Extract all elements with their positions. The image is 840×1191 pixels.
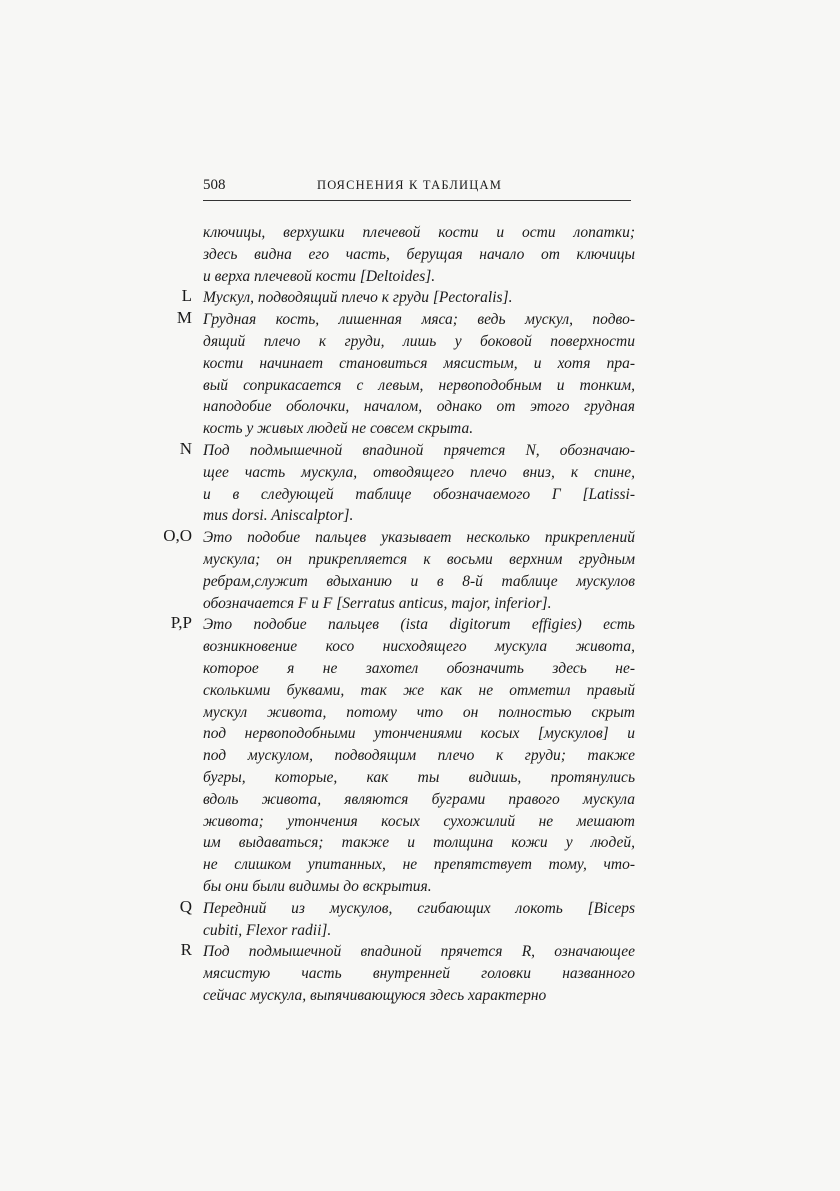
text-line: Грудная кость, лишенная мяса; ведь мускул, подво- — [203, 311, 635, 329]
text-line: Под подмышечной впадиной прячется R, означающее — [203, 943, 635, 961]
text-line: и верха плечевой кости [Deltoides]. — [203, 267, 436, 285]
text-line: дящий плечо к груди, лишь у боковой поверхности — [203, 333, 635, 350]
text-line: под мускулом, подводящим плечо к груди; также — [203, 747, 635, 765]
text-line: кость у живых людей не совсем скрыта. — [203, 420, 474, 438]
running-title: ПОЯСНЕНИЯ К ТАБЛИЦАМ — [317, 178, 503, 192]
text-line: Передний из мускулов, сгибающих локоть [Biceps — [203, 899, 635, 917]
header-rule — [203, 200, 631, 201]
text-line: мускула; он прикрепляется к восьми верхним грудным — [203, 551, 635, 568]
text-line: Это подобие пальцев указывает несколько прикреплений — [203, 529, 635, 547]
text-line: возникновение косо нисходящего мускула живота, — [203, 638, 635, 656]
text-line: мускул живота, потому что он полностью скрыт — [203, 703, 635, 721]
text-line: бугры, которые, как ты видишь, протянулись — [203, 769, 635, 786]
entry-label: O,O — [163, 526, 192, 546]
text-line: и в следующей таблице обозначаемого Г [Latissi- — [203, 485, 635, 503]
page-number: 508 — [203, 177, 226, 193]
page-header — [203, 177, 635, 199]
text-line: здесь видна его часть, берущая начало от ключицы — [203, 245, 635, 263]
text-line: щее часть мускула, отводящего плечо вниз, к спине, — [203, 463, 635, 481]
entry-label: L — [181, 286, 192, 306]
text-line: вый соприкасается с левым, нервоподобным и тонким, — [203, 376, 635, 394]
text-line: наподобие оболочки, началом, однако от этого грудная — [203, 398, 635, 416]
entry-label: P,P — [170, 613, 192, 633]
text-line: вдоль живота, являются буграми правого мускула — [203, 790, 635, 808]
text-line: сколькими буквами, так же как не отметил правый — [203, 681, 635, 699]
text-line: Это подобие пальцев (ista digitorum effigies) есть — [203, 616, 635, 634]
text-line: Мускул, подводящий плечо к груди [Pectoralis]. — [203, 289, 513, 307]
entry-label: Q — [179, 896, 192, 916]
entry-label: N — [179, 439, 192, 458]
text-line: кости начинает становиться мясистым, и хотя пра- — [203, 354, 635, 372]
text-line: mus dorsi. Aniscalptor]. — [203, 507, 354, 525]
text-line: живота; утончения косых сухожилий не мешают — [203, 812, 635, 830]
entry-label: R — [180, 940, 192, 960]
text-line: бы они были видимы до вскрытия. — [203, 878, 432, 895]
text-line: которое я не захотел обозначить здесь не- — [203, 660, 635, 677]
text-line: обозначается F и F [Serratus anticus, major, inferior]. — [203, 594, 552, 612]
text-line: сейчас мускула, выпячивающуюся здесь характерно — [203, 987, 547, 1004]
text-line: ребрам,служит вдыханию и в 8-й таблице мускулов — [203, 572, 635, 590]
text-line: под нервоподобными утончениями косых [мускулов] и — [203, 725, 635, 743]
text-line: не слишком упитанных, не препятствует тому, что- — [203, 856, 635, 874]
text-line: cubiti, Flexor radii]. — [203, 921, 332, 939]
text-line: ключицы, верхушки плечевой кости и ости лопатки; — [203, 224, 635, 241]
text-line: мясистую часть внутренней головки названного — [203, 965, 635, 983]
text-line: им выдаваться; также и толщина кожи у людей, — [203, 834, 635, 852]
entry-label: M — [176, 308, 192, 328]
text-line: Под подмышечной впадиной прячется N, обозначаю- — [203, 442, 635, 459]
